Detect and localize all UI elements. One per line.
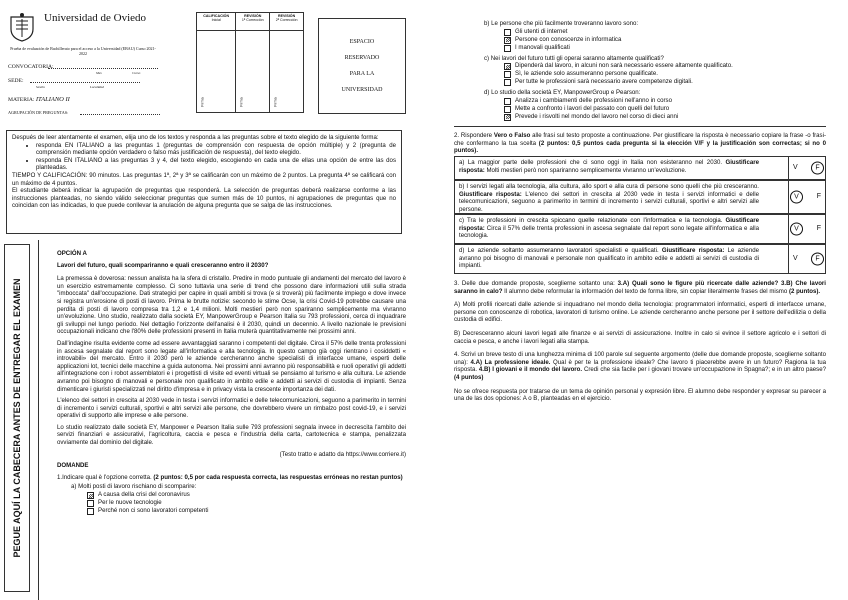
mcq-a [57,483,406,515]
mcq-d [484,89,824,121]
grade-sub-1: Inicial [211,18,221,22]
mcq-b-opt-1-checkbox[interactable] [504,29,511,36]
vf-b-f[interactable]: F [816,193,821,201]
espacio-line-1: ESPACIO [349,39,375,45]
grade-table [196,12,304,113]
vf-c-v: V [790,223,803,236]
domande-heading: DOMANDE [57,462,89,470]
vf-a-v[interactable]: V [793,164,798,172]
vf-c-f[interactable]: F [816,225,821,233]
instructions-tiempo: TIEMPO Y CALIFICACIÓN: 90 minutos. Las preguntas 1ª, 2ª y 3ª se calificarán con un máximo de 2 puntos. La pregunta 4ª se calificará con un máximo de 4 puntos. [12,171,396,187]
sede-sub-localidad: Localidad [90,85,104,89]
q3-answer-a: A) Molti profili ricercati dalle aziende si inquadrano nel mondo della tecnologia: programmatori informatici, esperti di interfacce umane, persone con conoscenze di robotica, lavoratori di turismo online. Le aziende cercheranno anche persone per il settore dell'edilizia o della custodia di edifici. [454,301,826,324]
mcq-d-opt-2-checkbox[interactable] [504,106,511,113]
mcq-c-opt-1: Dipenderà dal lavoro, in alcuni non sarà necessario essere altamente qualificato. [515,62,733,70]
q2-intro-bold: Vero o Falso [493,132,531,139]
instructions-intro: Después de leer atentamente el examen, elija uno de los textos y responda a las preguntas sobre el texto elegido de la siguiente forma: [12,134,379,141]
mcq-a-opt-2-checkbox[interactable] [87,500,94,507]
mcq-c-opt-1-checkbox[interactable] [504,63,511,70]
vf-b-answer: L'elenco dei settori in crescita al 2030 vede in testa i servizi informatici e delle telecomunicazioni, seguono a parimerito in termini di incremento i servizi culturali, sportivi e altri servizi alle persone. [459,190,759,213]
mcq-c-opt-2-checkbox[interactable] [504,71,511,78]
vf-row-d [454,244,826,274]
grade-header-2: REVISIÓN [244,14,262,18]
q1-points: (2 puntos: 0,5 por cada respuesta correcta, las respuestas erróneas no restan puntos) [153,473,403,481]
vf-d-just: Giustificare risposta: [661,247,725,254]
q2-intro-post: alle frasi sul testo proposte a continuazione. Per giustificare la risposta è necessario copiare la frase -o frasi- che confermano la tua scelta [454,132,826,147]
vf-d-answer: Le aziende avranno poi bisogno di manovali e personale non qualificato in ambito edile e addetti ai servizi di custodia di impianti. [459,247,759,270]
firma-3: Firma [273,97,278,107]
sede-sub-sesion: Sesión [36,85,45,89]
q4-b: Credi che sia facile per i giovani trovare un'occupazione in Spagna?; e in un altro paese? [582,366,826,374]
instructions-box [6,130,402,234]
grade-cell-2[interactable] [236,31,270,113]
mcq-b-opt-2-checkbox[interactable] [504,37,511,44]
vf-a-f-circled[interactable] [814,165,821,172]
q3-intro-bold: 3.A) Quali sono le figure più ricercate dalle aziende? 3.B) Che lavori saranno in calo? [454,280,826,295]
divider [454,126,826,127]
mcq-a-stem: a) Molti posti di lavoro rischiano di scomparire: [71,483,197,491]
q2-intro-pre: 2. Rispondere [454,132,494,139]
q3-intro-post: Il alumno debe reformular la información del texto de forma libre, sin copiar literalmente frases del mismo [502,287,789,295]
q4-a: Qual è per te la professione ideale? Che lavoro ti piacerebbe avere in un futuro? Ragiona la tua risposta. [454,358,826,374]
grade-sub-3: 2ª Corrección [275,18,298,22]
agrupacion-field[interactable] [80,114,160,115]
mcq-b-opt-1: Gli utenti di internet [515,27,568,35]
vf-row-a [454,156,826,180]
vf-a-answer: Molti mestieri però non spariranno semplicemente vivranno un'evoluzione. [484,166,687,174]
mcq-b [484,20,824,52]
vf-c-v-circled[interactable] [793,226,800,233]
article-title: Lavori del futuro, quali scompariranno e quali cresceranno entro il 2030? [57,261,269,269]
materia-value: ITALIANO II [35,96,70,103]
mcq-d-stem: d) Lo studio della società EY, ManpowerGroup e Pearson: [484,89,641,97]
mcq-a-opt-3: Perché non ci sono lavoratori competenti [98,507,209,515]
q4-b-bold: 4.B) I giovani e il mondo del lavoro. [478,366,583,374]
mcq-a-opt-3-checkbox[interactable] [87,508,94,515]
mcq-c-opt-3-checkbox[interactable] [504,79,511,86]
mcq-c-opt-2: Sì, le aziende solo assumeranno persone qualificate. [515,70,658,78]
vf-c-answer: Circa il 57% delle trenta professioni in ascesa segnalate dal report sono legate all'informatica e alla tecnologia. [459,224,759,240]
article-paragraph-4: Lo studio realizzato dalle società EY, Manpower e Pearson Italia sulle 793 professioni segnala invece in decrescita l'ambito dei servizi finanziari e assicurativi, l'agricoltura, caccia e pesca e l'industria della carta, cartotecnica e stampa, penalizzata ovviamente dal dominio del digitale. [57,423,406,447]
mcq-d-opt-1-checkbox[interactable] [504,98,511,105]
sede-label: SEDE: [8,78,24,84]
mcq-c [484,55,824,87]
mcq-b-to-d [484,20,824,121]
vf-c-just: Giustificare risposta: [459,217,759,232]
paste-header-strip [4,244,30,592]
university-name: Universidad de Oviedo [44,12,147,24]
vf-d-text: d) Le aziende soltanto assumeranno lavoratori specialisti e qualificati. [459,247,662,254]
agrupacion-label: AGRUPACIÓN DE PREGUNTAS: [8,110,69,115]
vf-b-v-circled[interactable] [793,194,800,201]
q3-points: (2 puntos). [788,287,821,295]
vf-d-f-circled[interactable] [814,256,821,263]
mcq-b-opt-2: Persone con conoscenze in informatica [515,35,622,43]
mcq-a-opt-1-checkbox[interactable] [87,492,94,499]
vf-a-f: F [811,162,824,175]
sede-field[interactable] [30,82,140,83]
vf-c-text: c) Tra le professioni in crescita spiccano quelle relazionate con l'informatica e la tecnologia. [459,217,726,224]
vf-row-b [454,180,826,214]
mcq-c-opt-3: Per tutte le professioni sarà necessario avere competenze digitali. [515,78,693,86]
article-paragraph-2: Dall'indagine risulta evidente come ad essere avvantaggiati saranno i competenti del digitale. Circa il 57% delle trenta professioni in ascesa segnalate dal report sono legate all'informatica e alla tecnologia. In questo campo già oggi rientrano i cosiddetti « introvabili» del mercato. Entro il 2030 però le aziende cercheranno anche specialisti di interfacce umane, esperti delle applicazioni lot, tecnici delle macchine a guida autonoma. Nei prossimi anni avranno più responsabilità e ruoli operativi gli addetti all'integrazione con i robot assemblatori e i progettisti di visite ed eventi virtuali se pensiamo al turismo e alla cultura. Le aziende avranno poi bisogno di manovali e personale non qualificato in ambito edile e addetti ai servizi di custodia di impianti. Senza dimenticare i giuristi specializzati nel diritto d'impresa e in privacy vista la crescente importanza dei dati. [57,339,406,393]
side-label: PEGUE AQUÍ LA CABECERA ANTES DE ENTREGAR EL EXAMEN [12,278,22,558]
convocatoria-sub-mes: Mes [96,71,102,75]
q4-note: No se ofrece respuesta por tratarse de un tema de opinión personal y expresión libre. El alumno debe responder y expresar su parecer a una de las dos opciones: A o B, planteadas en el ejercicio. [454,387,826,403]
vf-a-text: a) La maggior parte delle professioni che ci sono oggi in Italia non esisteranno nel 2030. [459,159,726,166]
mcq-b-stem: b) Le persone che più facilmente troveranno lavoro sono: [484,20,639,27]
convocatoria-label: CONVOCATORIA: [8,64,54,70]
vf-d-v[interactable]: V [793,255,798,263]
q3-answer-b: B) Decresceranno alcuni lavori legati alle finanze e ai servizi di assicurazione. Inoltre in calo si evince il settore agricolo e i settori di caccia e pesca, e anche i lavori legati alla stampa. [454,329,826,345]
convocatoria-sub-curso: Curso [132,71,141,75]
mcq-b-opt-3: I manovali qualificati [515,43,570,51]
exam-title: Prueba de evaluación de Bachillerato para el acceso a la Universidad (EBAU) Curso 2021-2022 [10,46,156,56]
grade-cell-3[interactable] [270,31,304,113]
q1-text: 1.Indicare qual è l'opzione corretta. [57,473,152,481]
q4-points: (4 puntos) [454,373,484,381]
article-source: (Testo tratto e adatto da https://www.corriere.it) [279,450,406,458]
vf-d-f: F [811,253,824,266]
option-label: OPCIÓN A [57,250,87,257]
reserved-space-box [318,18,406,114]
firma-1: Firma [200,97,205,107]
mcq-a-opt-1: A causa della crisi del coronavirus [98,491,190,499]
vf-b-v: V [790,191,803,204]
espacio-line-4: UNIVERSIDAD [341,87,383,93]
grade-sub-2: 1ª Corrección [241,18,264,22]
article-paragraph-1: La premessa è doverosa: nessun analista ha la sfera di cristallo. Predire in modo puntuale gli andamenti del mercato del lavoro è un esercizio estremamente complesso. Ci sono tuttavia una serie di trend che possono dare informazioni utili sulla strada "imboccata" dall'occupazione. Dati strategici per capire in quali ambiti si trova (e si troverà) più facilmente impiego e dove invece si registra un'erosione di posti di lavoro. Prima le brutte notizie: secondo le stime Ocse, la crisi Covid-19 potrebbe causare una perdita di posti di lavoro compresa tra 1,2 e 1,4 milioni. Molti mestieri però non spariranno semplicemente ma vivranno un'evoluzione. Uno studio, realizzato dalla società EY, ManpowerGroup e Pearson Italia su 793 professioni, cerca di inquadrare gli sviluppi nel lungo periodo. Nel dettaglio l'orizzonte dell'analisi è il 2030, quindi un decennio. A livello nazionale le previsioni occupazionali indicano che l'80% delle professioni presenti in Italia muterà quantitativamente nei prossimi anni. [57,275,406,336]
option-a-text [38,240,406,600]
q2-intro-points: (2 puntos: 0,5 puntos cada pregunta si la elección V/F y la justificación son correctas; si no 0 puntos). [454,139,826,155]
mcq-d-opt-1: Analizza i cambiamenti delle professioni nell'anno in corso [515,96,672,104]
grade-cell-1[interactable] [197,31,236,113]
mcq-b-opt-3-checkbox[interactable] [504,45,511,52]
q4-intro: 4. Scrivi un breve testo di una lunghezza minima di 100 parole sul seguente argomento (delle due domande proposte, sceglierne soltanto una): [454,351,826,366]
convocatoria-field[interactable] [48,68,158,69]
q3-intro: 3. Delle due domande proposte, sceglierne soltanto una: [454,280,618,287]
q2-intro [454,132,826,155]
instructions-bullet-2: • responda EN ITALIANO a las preguntas 3 y 4, del texto elegido, escogiendo en cada una de ellas una opción de entre las dos planteadas. [36,157,396,172]
mcq-d-opt-3: Prevede i risvolti nel mondo del lavoro nel corso di dieci anni [515,112,679,120]
instructions-agrupacion: El estudiante deberá indicar la agrupación de preguntas que responderá. La selección de preguntas deberá realizarse conforme a las instrucciones planteadas, no siendo válido seleccionar preguntas que sumen más de 10 puntos, ni agrupaciones de preguntas que no coincidan con las indicadas, lo que puede conllevar la anulación de alguna pregunta que se salga de las instrucciones. [12,187,396,210]
espacio-line-2: RESERVADO [344,55,380,61]
firma-2: Firma [239,97,244,107]
espacio-line-3: PARA LA [349,71,375,77]
mcq-d-opt-3-checkbox[interactable] [504,114,511,121]
vf-b-text: b) I servizi legati alla tecnologia, alla cultura, allo sport e alla cura di persone sono quelli che più cresceranno. [459,183,759,190]
mcq-d-opt-2: Mette a confronto i lavori del passato con quelli del futuro [515,104,670,112]
mcq-c-stem: c) Nei lavori del futuro tutti gli operai saranno altamente qualificati? [484,54,664,62]
grade-header-3: REVISIÓN [277,14,296,18]
materia-label: MATERIA: [8,97,35,103]
vf-b-just: Giustificare risposta: [459,190,522,198]
q4-a-bold: 4.A) La professione ideale. [470,358,551,366]
vf-a-just: Giustificare risposta: [459,159,759,174]
vf-row-c [454,214,826,244]
q3-block [454,280,826,403]
article-paragraph-3: L'elenco dei settori in crescita al 2030 vede in testa i servizi informatici e delle telecomunicazioni, seguono a parimerito in termini di incremento i servizi culturali, sportivi e altri servizi alle persone, che dovrebbero vivere un rimbalzo post covid-19, e i servizi operativi di supporto alle imprese e alle persone. [57,397,406,420]
instructions-bullet-1: • responda EN ITALIANO a las preguntas 1 (preguntas de comprensión con respuesta de opción múltiple) y 2 (pregunta de comprensión mediante opción verdadero o falso más justificación de respuesta), del texto elegido. [36,142,396,157]
university-seal-logo [8,12,36,42]
grade-header-1: CALIFICACIÓN [203,14,230,18]
mcq-a-opt-2: Per le nuove tecnologie [98,499,162,507]
